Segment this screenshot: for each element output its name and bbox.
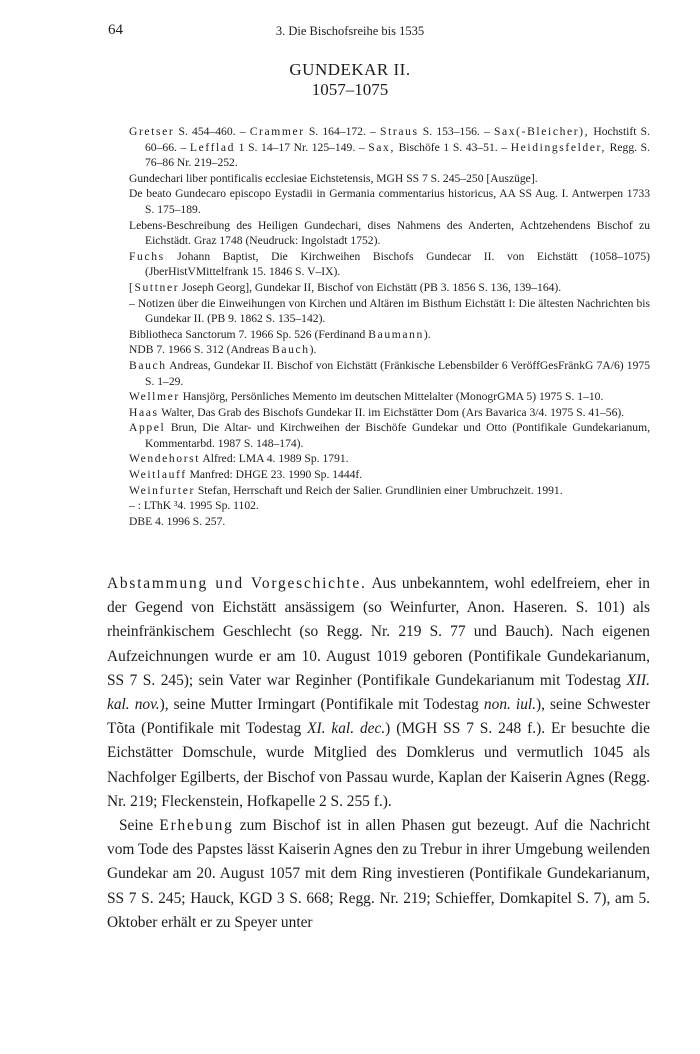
text-run: ). (423, 327, 431, 341)
italic-text-run: XI. kal. dec. (307, 720, 386, 738)
text-run: Stefan, Herrschaft und Reich der Salier. Grundlinien einer Umbruchzeit. 1991. (194, 483, 563, 497)
bibliography-entry (129, 451, 650, 467)
text-run: S. 153–156. – (418, 125, 494, 138)
bibliography-entry (129, 186, 650, 217)
text-run: Gundechari liber pontificalis ecclesiae Eichstetensis, MGH SS 7 S. 245–250 [Auszüge]. (129, 171, 538, 185)
body-paragraph (107, 814, 650, 935)
text-run: S. 454–460. – (174, 125, 250, 138)
spaced-text-run: Fuchs (129, 249, 165, 263)
spaced-text-run: Appel (129, 421, 166, 435)
text-run: Aus unbekanntem, wohl edelfreiem, eher in der Gegend von Eichstätt ansässigem (so Weinfurter, Anon. Haseren. S. 101) als rheinfränkischem Geschlecht (so Regg. Nr. 219 S. 77 und Bauch). Nach eigenen Aufzeichnungen wurde er am 10. August 1019 geboren (Pontifikale Gundekarianum, SS 7 S. 245); sein Vater war Reginher (Pontifikale Gundekarianum mit Todestag (107, 575, 650, 689)
bibliography-entry (129, 389, 650, 405)
spaced-text-run: Bauch (271, 343, 310, 357)
text-run: – : LThK ³4. 1995 Sp. 1102. (129, 499, 259, 513)
bibliography-entry (129, 467, 650, 483)
text-run: – Notizen über die Einweihungen von Kirchen und Altären im Bisthum Eichstätt I: Die ältesten Nachrichten bis Gundekar II. (PB 9. 1862 S. 135–142). (129, 296, 650, 326)
text-run: Seine (119, 817, 160, 835)
bibliography-entry (129, 342, 650, 358)
bishop-name-heading: GUNDEKAR II. (289, 60, 411, 79)
bibliography-entry (129, 218, 650, 249)
text-run: Bibliotheca Sanctorum 7. 1966 Sp. 526 (Ferdinand (129, 327, 369, 341)
text-run: Hansjörg, Persönliches Memento im deutschen Mittelalter (MonogrGMA 5) 1975 S. 1–10. (179, 390, 604, 404)
spaced-text-run: Gretser (129, 125, 175, 138)
spaced-text-run: Abstammung und Vorgeschichte. (107, 575, 367, 592)
text-run: Johann Baptist, Die Kirchweihen Bischofs Gundecar II. von Eichstätt (1058–1075) (JberHistVMittelfrank 15. 1846 S. V–IX). (145, 249, 650, 279)
italic-text-run: XII. kal. nov. (107, 671, 650, 714)
spaced-text-run: Weitlauff (129, 468, 187, 482)
spaced-text-run: Bauch (129, 358, 167, 372)
text-run: Bischöfe 1 S. 43–51. – (394, 140, 511, 154)
italic-text-run: non. iul. (483, 696, 537, 714)
spaced-text-run: Crammer (249, 125, 305, 138)
body-paragraph (107, 572, 650, 814)
text-run: ), seine Mutter Irmingart (Pontifikale mit Todestag (159, 696, 484, 714)
spaced-text-run: Wendehorst (129, 452, 201, 466)
spaced-text-run: Straus (380, 125, 419, 138)
bibliography-entry (129, 280, 650, 296)
bibliography-list (129, 124, 650, 529)
spaced-text-run: Heidingsfelder, (510, 140, 607, 154)
spaced-text-run: Sax(-Bleicher), (493, 125, 590, 138)
text-run: Manfred: DHGE 23. 1990 Sp. 1444f. (186, 468, 363, 482)
bibliography-entry (129, 514, 650, 530)
text-run: Alfred: LMA 4. 1989 Sp. 1791. (200, 452, 349, 466)
bibliography-entry (129, 498, 650, 514)
bibliography-entry (129, 124, 650, 171)
spaced-text-run: Erhebung (159, 817, 234, 835)
bibliography-entry (129, 358, 650, 389)
text-run: Regg. S. 76–86 Nr. 219–252. (145, 140, 650, 170)
text-run: 1 S. 14–17 Nr. 125–149. – (235, 140, 369, 154)
bibliography-entry (129, 327, 650, 343)
spaced-text-run: [Suttner (129, 280, 180, 294)
bibliography-entry (129, 483, 650, 499)
text-run: De beato Gundecaro episcopo Eystadii in Germania commentarius historicus, AA SS Aug. I. Antwerpen 1733 S. 175–189. (129, 187, 650, 216)
bibliography-entry (129, 296, 650, 327)
body-text (107, 572, 650, 935)
text-run: ). (309, 343, 317, 357)
bibliography-entry (129, 171, 650, 187)
text-run: Hochstift S. 60–66. – (145, 125, 651, 154)
bishop-years-heading: 1057–1075 (311, 80, 389, 99)
text-run: Walter, Das Grab des Bischofs Gundekar II. im Eichstätter Dom (Ars Bavarica 3/4. 1975 S. 41–56). (158, 405, 625, 419)
spaced-text-run: Wellmer (129, 390, 180, 404)
page-number: 64 (108, 22, 123, 38)
running-head: 3. Die Bischofsreihe bis 1535 (275, 24, 425, 38)
bibliography-entry (129, 420, 650, 451)
spaced-text-run: Haas (129, 405, 159, 419)
spaced-text-run: Weinfurter (129, 483, 195, 497)
text-run: Joseph Georg], Gundekar II, Bischof von Eichstätt (PB 3. 1856 S. 136, 139–164). (179, 280, 562, 294)
spaced-text-run: Lefflad (189, 140, 236, 154)
spaced-text-run: Sax, (368, 140, 395, 154)
spaced-text-run: Baumann (368, 327, 424, 341)
text-run: Brun, Die Altar- und Kirchweihen der Bischöfe Gundekar und Otto (Pontifikale Gundekarianum, Kommentarbd. 1987 S. 148–174). (145, 421, 650, 450)
text-run: Andreas, Gundekar II. Bischof von Eichstätt (Fränkische Lebensbilder 6 VeröffGesFränkG 7A/6) 1975 S. 1–29. (145, 358, 650, 388)
bibliography-entry (129, 405, 650, 421)
text-run: zum Bischof ist in allen Phasen gut bezeugt. Auf die Nachricht vom Tode des Papstes lässt Kaiserin Agnes den zu Trebur in ihrer Umgebung weilenden Gundekar am 20. August 1057 mit dem Ring investieren (Pontifikale Gundekarianum, SS 7 S. 245; Hauck, KGD 3 S. 668; Regg. Nr. 219; Schieffer, Domkapitel S. 7), am 5. Oktober erhält er zu Speyer unter (107, 817, 650, 931)
text-run: NDB 7. 1966 S. 312 (Andreas (129, 343, 272, 357)
bibliography-entry (129, 249, 650, 280)
text-run: S. 164–172. – (304, 125, 381, 138)
text-run: Lebens-Beschreibung des Heiligen Gundechari, dises Nahmens des Anderten, Achtzehendens Bischof zu Eichstädt. Graz 1748 (Neudruck: Ingolstadt 1752). (129, 218, 650, 248)
text-run: ), seine Schwester Tõta (Pontifikale mit Todestag (107, 696, 650, 738)
text-run: ) (MGH SS 7 S. 248 f.). Er besuchte die Eichstätter Domschule, wurde Mitglied des Domklerus und vermutlich 1045 als Nachfolger Egilberts, der Bischof von Passau wurde, Kaplan der Kaiserin Agnes (Regg. Nr. 219; Fleckenstein, Hofkapelle 2 S. 255 f.). (107, 720, 650, 810)
text-run: DBE 4. 1996 S. 257. (129, 514, 226, 528)
